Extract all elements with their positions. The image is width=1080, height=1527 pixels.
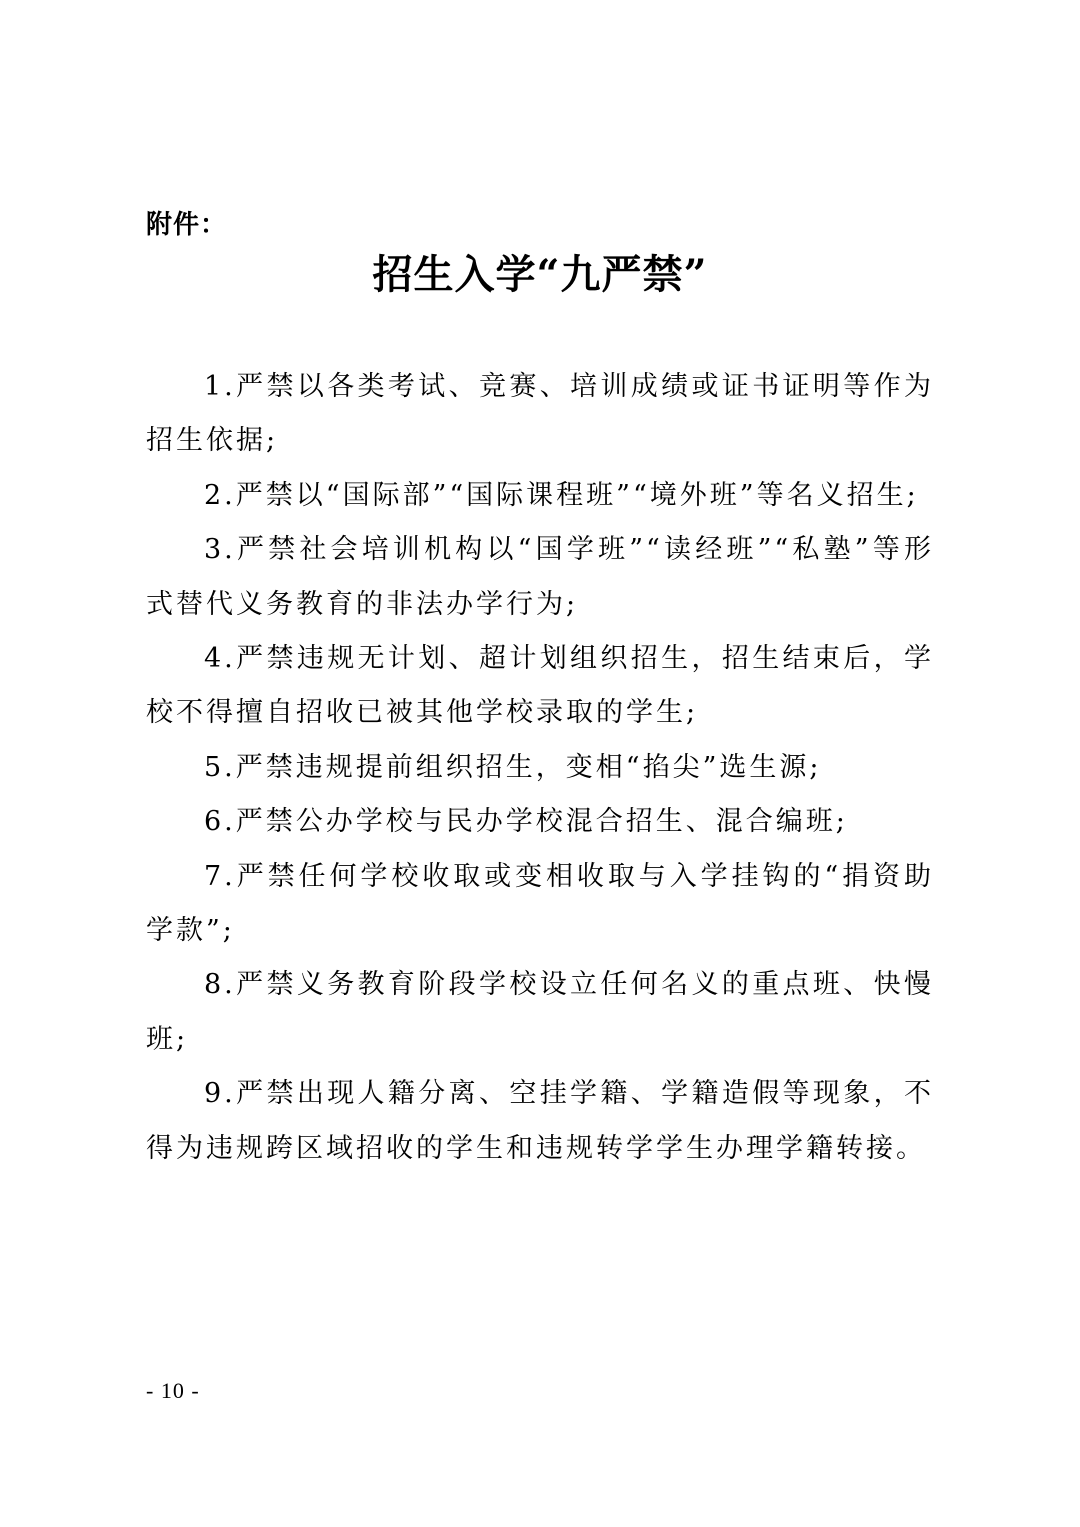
rule-item-2: 2.严禁以“国际部”“国际课程班”“境外班”等名义招生; bbox=[204, 479, 919, 511]
rule-item-8: 8.严禁义务教育阶段学校设立任何名义的重点班、快慢班; bbox=[146, 969, 934, 1055]
attachment-label: 附件： bbox=[146, 210, 228, 240]
rule-item-3: 3.严禁社会培训机构以“国学班”“读经班”“私塾”等形式替代义务教育的非法办学行为; bbox=[146, 534, 934, 620]
rule-item-5: 5.严禁违规提前组织招生，变相“掐尖”选生源; bbox=[204, 751, 822, 783]
rule-item-6: 6.严禁公办学校与民办学校混合招生、混合编班; bbox=[204, 806, 848, 838]
rule-item-9: 9.严禁出现人籍分离、空挂学籍、学籍造假等现象，不得为违规跨区域招收的学生和违规转学学生办理学籍转接。 bbox=[146, 1078, 934, 1164]
document-title: 招生入学“九严禁” bbox=[372, 251, 708, 298]
rules-list bbox=[146, 360, 934, 1176]
rule-item-4: 4.严禁违规无计划、超计划组织招生，招生结束后，学校不得擅自招收已被其他学校录取的学生; bbox=[146, 643, 934, 729]
page-number: - 10 - bbox=[146, 1378, 200, 1403]
rule-item-7: 7.严禁任何学校收取或变相收取与入学挂钩的“捐资助学款”; bbox=[146, 860, 934, 947]
rule-item-1: 1.严禁以各类考试、竞赛、培训成绩或证书证明等作为招生依据; bbox=[146, 371, 934, 457]
